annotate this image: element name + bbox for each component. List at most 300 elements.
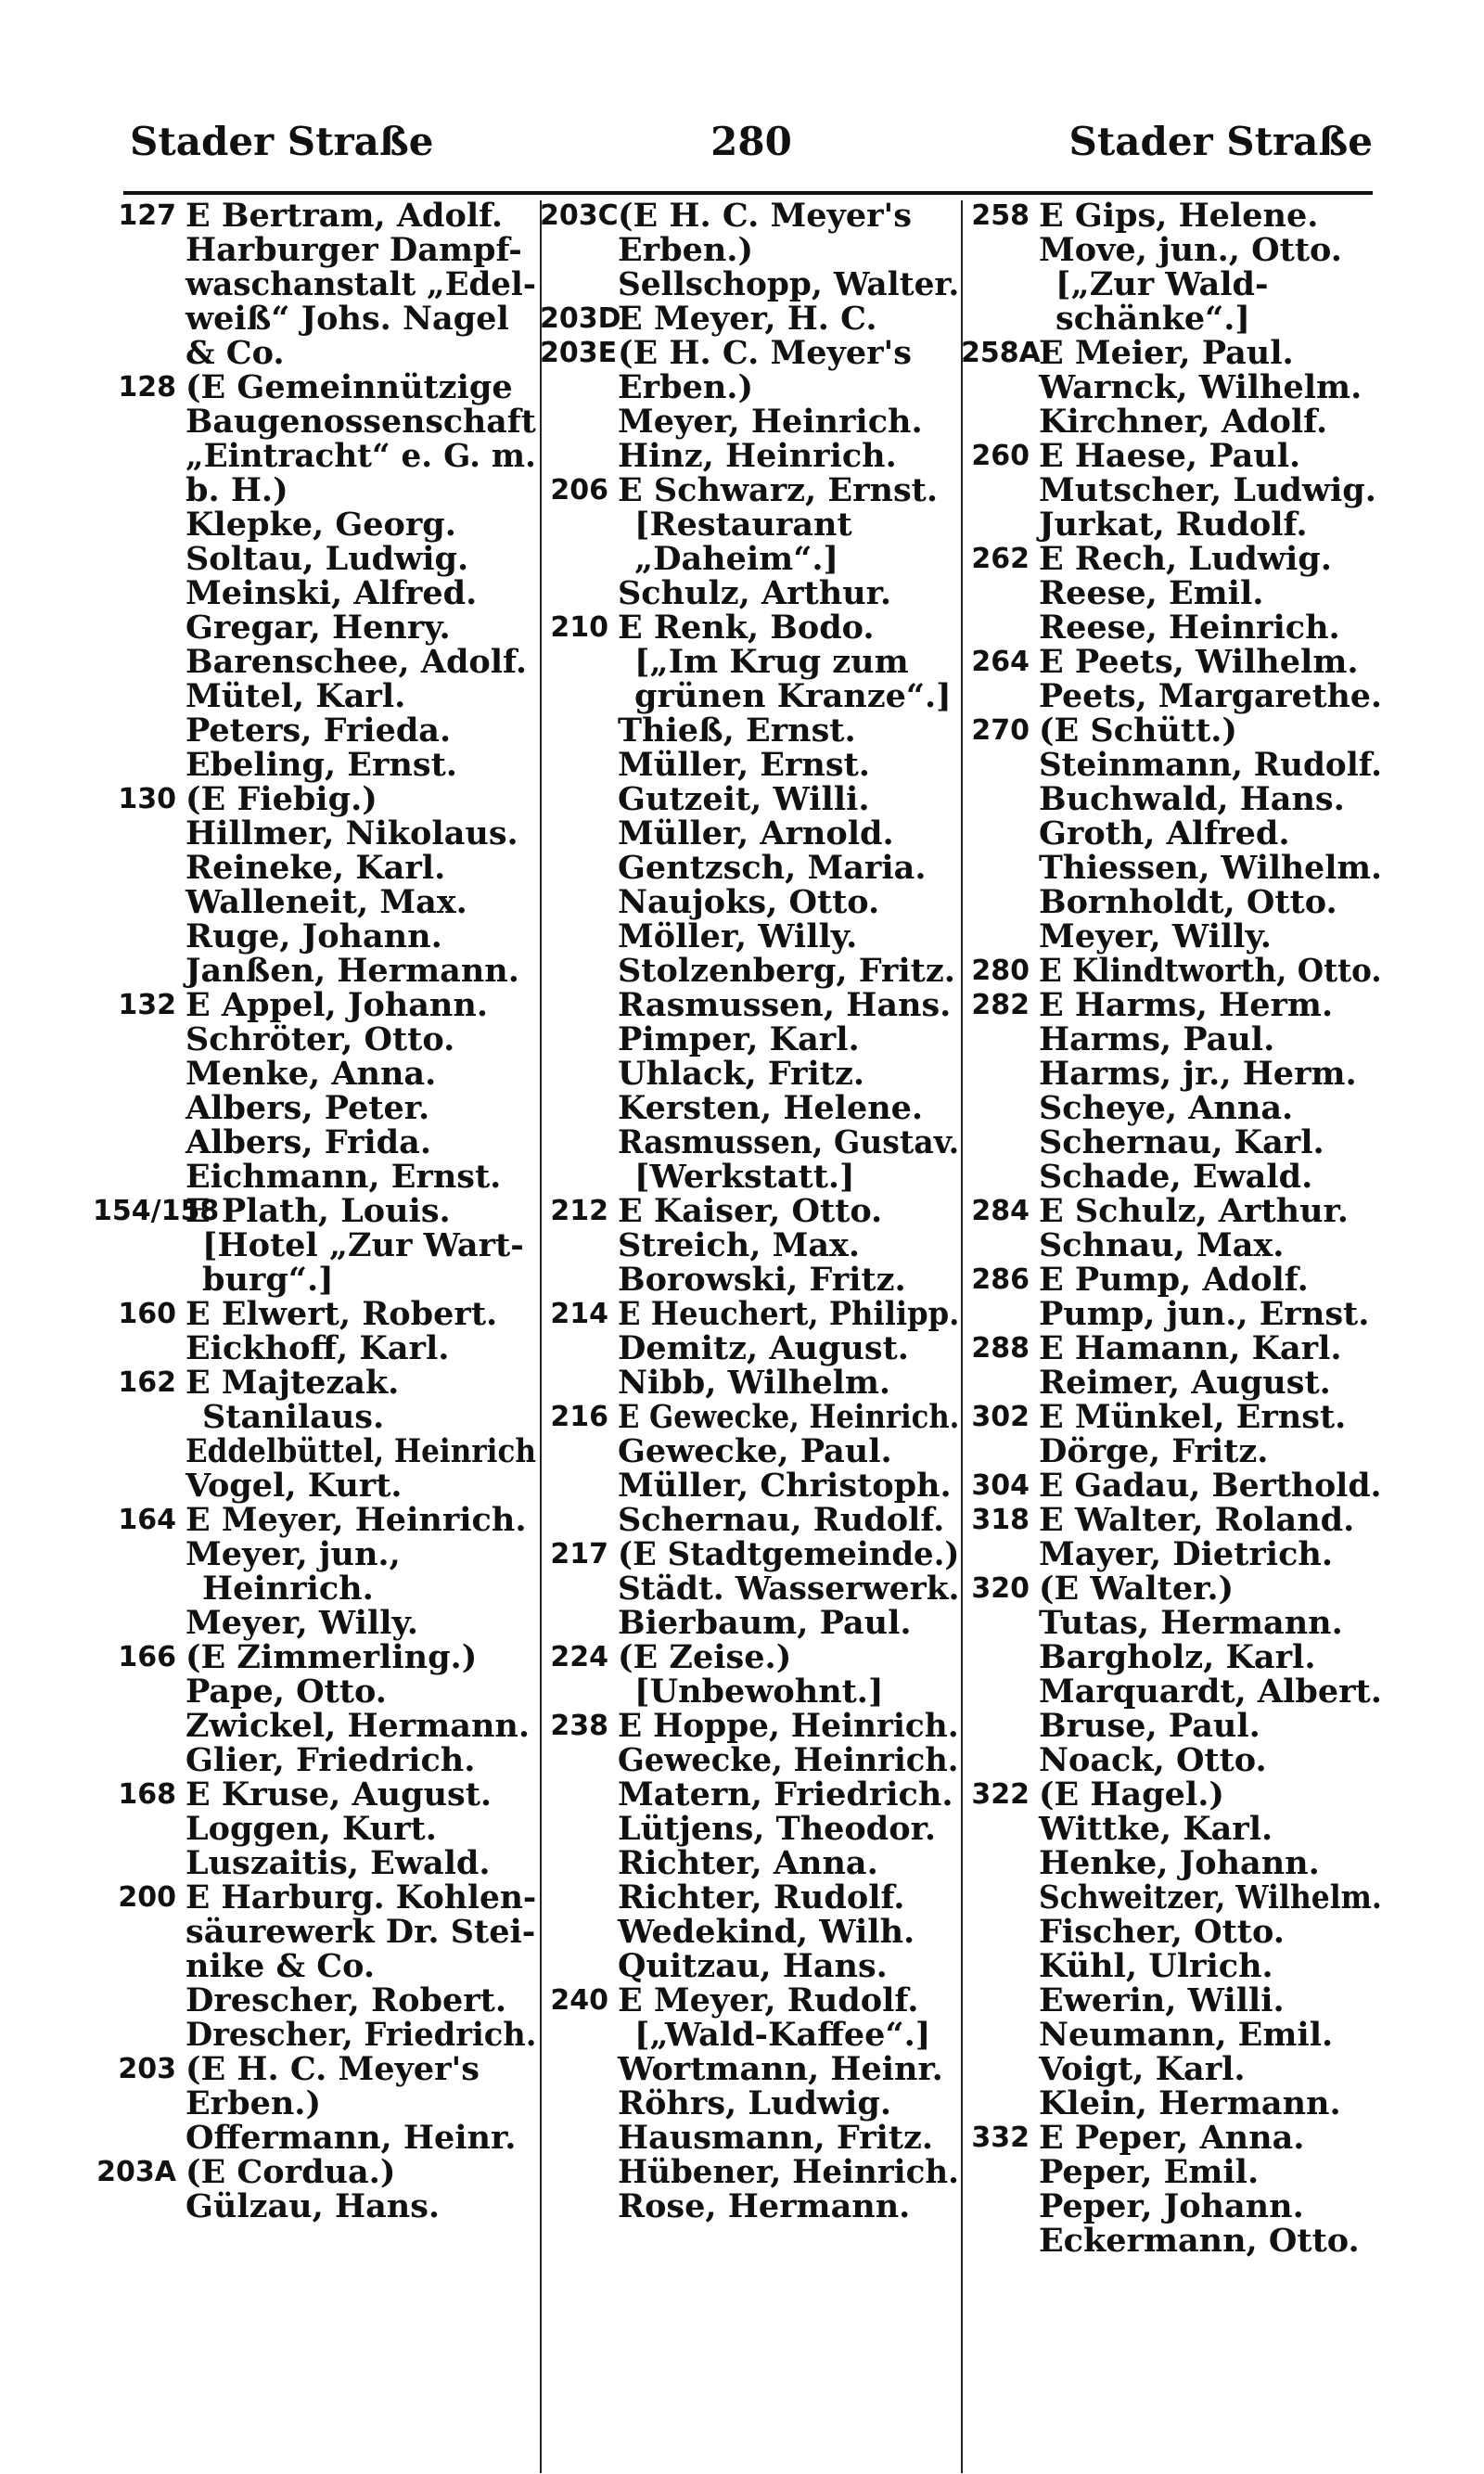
resident-text: [Hotel „Zur Wart- xyxy=(202,1226,524,1264)
resident-text: b. H.) xyxy=(186,471,288,509)
resident-text: Hinz, Heinrich. xyxy=(618,437,897,475)
resident-text: Luszaitis, Ewald. xyxy=(186,1844,491,1882)
directory-entry-line xyxy=(540,404,959,439)
directory-entry-line xyxy=(961,645,1382,679)
house-number: 206 xyxy=(550,474,608,506)
resident-text: Bornholdt, Otto. xyxy=(1039,883,1337,921)
directory-entry-line xyxy=(93,1468,536,1503)
resident-text: Jurkat, Rudolf. xyxy=(1039,506,1308,544)
resident-text: Erben.) xyxy=(618,368,754,406)
resident-text: E Harburg. Kohlen- xyxy=(186,1878,537,1916)
resident-text: E Schwarz, Ernst. xyxy=(618,471,939,509)
resident-text: Eckermann, Otto. xyxy=(1039,2222,1360,2260)
directory-entry-line xyxy=(961,2086,1382,2121)
directory-entry-line xyxy=(93,1571,536,1606)
resident-text: Voigt, Karl. xyxy=(1039,2050,1246,2088)
directory-entry-line xyxy=(93,1228,536,1263)
resident-text: Schweitzer, Wilhelm. xyxy=(1039,1878,1382,1916)
directory-entry-line xyxy=(93,988,536,1022)
resident-text: Zwickel, Hermann. xyxy=(186,1707,531,1745)
resident-text: Reese, Heinrich. xyxy=(1039,609,1340,647)
house-number: 286 xyxy=(971,1263,1030,1296)
resident-text: Pape, Otto. xyxy=(186,1673,387,1711)
resident-text: Nibb, Wilhelm. xyxy=(618,1364,891,1402)
resident-text: Matern, Friedrich. xyxy=(618,1775,953,1814)
resident-text: Peets, Margarethe. xyxy=(1039,677,1382,715)
resident-text: Harms, Paul. xyxy=(1039,1020,1275,1058)
directory-entry-line xyxy=(93,2086,536,2121)
directory-entry-line xyxy=(93,1846,536,1880)
resident-text: Rose, Hermann. xyxy=(618,2187,911,2225)
directory-entry-line xyxy=(961,1263,1382,1297)
directory-entry-line xyxy=(540,542,959,576)
directory-entry-line xyxy=(93,576,536,610)
directory-entry-line xyxy=(93,851,536,885)
resident-text: (E Gemeinnützige xyxy=(186,368,513,406)
resident-text: grünen Kranze“.] xyxy=(634,677,952,715)
directory-entry-line xyxy=(961,1091,1382,1125)
resident-text: Hübener, Heinrich. xyxy=(618,2153,959,2191)
resident-text: (E Schütt.) xyxy=(1039,711,1237,750)
resident-text: Vogel, Kurt. xyxy=(186,1467,403,1505)
resident-text: Müller, Ernst. xyxy=(618,746,870,784)
directory-entry-line xyxy=(540,1297,959,1331)
resident-text: E Walter, Roland. xyxy=(1039,1501,1355,1539)
resident-text: Meyer, Willy. xyxy=(186,1604,418,1642)
house-number: 320 xyxy=(971,1572,1030,1605)
resident-text: (E Walter.) xyxy=(1039,1570,1235,1608)
resident-text: [„Wald-Kaffee“.] xyxy=(634,2016,931,2054)
directory-entry-line xyxy=(93,1777,536,1812)
resident-text: [Restaurant xyxy=(634,506,852,544)
resident-text: Schröter, Otto. xyxy=(186,1020,455,1058)
house-number: 302 xyxy=(971,1401,1030,1433)
directory-entry-line xyxy=(540,233,959,267)
resident-text: Warnck, Wilhelm. xyxy=(1039,368,1362,406)
directory-entry-line xyxy=(961,954,1382,988)
directory-entry-line xyxy=(93,645,536,679)
resident-text: Soltau, Ludwig. xyxy=(186,540,469,578)
resident-text: (E Zimmerling.) xyxy=(186,1638,478,1676)
directory-entry-line xyxy=(540,816,959,851)
resident-text: (E Stadtgemeinde.) xyxy=(618,1535,960,1573)
resident-text: Thiessen, Wilhelm. xyxy=(1039,849,1383,887)
directory-entry-line xyxy=(540,370,959,404)
resident-text: Peters, Frieda. xyxy=(186,711,452,750)
directory-entry-line xyxy=(93,267,536,301)
directory-entry-line xyxy=(961,1709,1382,1743)
directory-entry-line xyxy=(961,851,1382,885)
resident-text: Reese, Emil. xyxy=(1039,574,1264,612)
resident-text: Ruge, Johann. xyxy=(186,917,442,955)
directory-entry-line xyxy=(961,1365,1382,1400)
resident-text: Mütel, Karl. xyxy=(186,677,406,715)
resident-text: E Haese, Paul. xyxy=(1039,437,1301,475)
directory-entry-line xyxy=(93,713,536,748)
directory-entry-line xyxy=(961,2224,1382,2258)
directory-entry-line xyxy=(540,1468,959,1503)
directory-column-3 xyxy=(961,199,1382,2258)
resident-text: Drescher, Robert. xyxy=(186,1981,507,2019)
directory-entry-line xyxy=(961,370,1382,404)
directory-entry-line xyxy=(93,782,536,816)
directory-entry-line xyxy=(93,1434,536,1468)
resident-text: Wortmann, Heinr. xyxy=(618,2050,943,2088)
directory-entry-line xyxy=(540,1743,959,1777)
directory-entry-line xyxy=(961,1194,1382,1228)
resident-text: schänke“.] xyxy=(1055,300,1250,338)
directory-entry-line xyxy=(961,1537,1382,1571)
running-head-right: Stader Straße xyxy=(1068,119,1373,164)
directory-entry-line xyxy=(540,1777,959,1812)
resident-text: Barenschee, Adolf. xyxy=(186,643,528,681)
resident-text: Gentzsch, Maria. xyxy=(618,849,927,887)
directory-entry-line xyxy=(93,748,536,782)
directory-entry-line xyxy=(961,748,1382,782)
directory-entry-line xyxy=(93,885,536,919)
resident-text: Thieß, Ernst. xyxy=(618,711,856,750)
resident-text: Eddelbüttel, Heinrich xyxy=(186,1432,536,1470)
house-number: 128 xyxy=(118,371,176,404)
resident-text: Naujoks, Otto. xyxy=(618,883,880,921)
directory-entry-line xyxy=(961,1571,1382,1606)
resident-text: E Harms, Herm. xyxy=(1039,986,1334,1024)
directory-entry-line xyxy=(93,1125,536,1160)
directory-entry-line xyxy=(961,404,1382,439)
directory-entry-line xyxy=(93,199,536,233)
directory-entry-line xyxy=(961,2018,1382,2052)
resident-text: Glier, Friedrich. xyxy=(186,1741,476,1779)
directory-entry-line xyxy=(93,336,536,370)
directory-entry-line xyxy=(93,1537,536,1571)
resident-text: Menke, Anna. xyxy=(186,1055,437,1093)
resident-text: „Eintracht“ e. G. m. xyxy=(186,437,536,475)
directory-entry-line xyxy=(540,1949,959,1983)
resident-text: Harms, jr., Herm. xyxy=(1039,1055,1357,1093)
resident-text: „Daheim“.] xyxy=(634,540,839,578)
resident-text: Schernau, Karl. xyxy=(1039,1123,1324,1161)
resident-text: Schnau, Max. xyxy=(1039,1226,1285,1264)
resident-text: Erben.) xyxy=(186,2084,322,2122)
directory-entry-line xyxy=(540,336,959,370)
resident-text: Streich, Max. xyxy=(618,1226,861,1264)
directory-entry-line xyxy=(961,542,1382,576)
resident-text: Gewecke, Heinrich. xyxy=(618,1741,959,1779)
resident-text: E Gips, Helene. xyxy=(1039,197,1319,235)
directory-entry-line xyxy=(961,1400,1382,1434)
directory-entry-line xyxy=(540,1674,959,1709)
directory-entry-line xyxy=(540,1228,959,1263)
resident-text: E Majtezak. xyxy=(186,1364,400,1402)
directory-entry-line xyxy=(93,1674,536,1709)
resident-text: Quitzau, Hans. xyxy=(618,1947,888,1985)
directory-entry-line xyxy=(93,919,536,954)
house-number: 304 xyxy=(971,1469,1030,1502)
directory-entry-line xyxy=(540,748,959,782)
house-number: 217 xyxy=(550,1538,608,1570)
directory-entry-line xyxy=(961,1434,1382,1468)
directory-entry-line xyxy=(540,199,959,233)
directory-entry-line xyxy=(961,1331,1382,1365)
resident-text: Meyer, Heinrich. xyxy=(618,403,923,441)
directory-entry-line xyxy=(540,713,959,748)
resident-text: Eichmann, Ernst. xyxy=(186,1158,502,1196)
resident-text: Albers, Peter. xyxy=(186,1089,430,1127)
resident-text: (E Zeise.) xyxy=(618,1638,792,1676)
directory-entry-line xyxy=(93,301,536,336)
resident-text: E Gewecke, Heinrich. xyxy=(618,1398,960,1436)
resident-text: Uhlack, Fritz. xyxy=(618,1055,865,1093)
resident-text: Röhrs, Ludwig. xyxy=(618,2084,892,2122)
resident-text: E Peets, Wilhelm. xyxy=(1039,643,1359,681)
directory-entry-line xyxy=(540,851,959,885)
resident-text: E Klindtworth, Otto. xyxy=(1039,952,1382,990)
directory-entry-line xyxy=(961,507,1382,542)
house-number: 284 xyxy=(971,1195,1030,1227)
resident-text: Möller, Willy. xyxy=(618,917,858,955)
resident-text: Gülzau, Hans. xyxy=(186,2187,441,2225)
directory-entry-line xyxy=(961,919,1382,954)
directory-entry-line xyxy=(93,1194,536,1228)
directory-entry-line xyxy=(540,1915,959,1949)
house-number: 322 xyxy=(971,1778,1030,1811)
resident-text: E Münkel, Ernst. xyxy=(1039,1398,1347,1436)
directory-entry-line xyxy=(961,885,1382,919)
directory-entry-line xyxy=(540,1606,959,1640)
resident-text: E Meyer, Rudolf. xyxy=(618,1981,919,2019)
house-number: 260 xyxy=(971,440,1030,472)
directory-entry-line xyxy=(540,610,959,645)
resident-text: Scheye, Anna. xyxy=(1039,1089,1294,1127)
directory-entry-line xyxy=(93,2155,536,2189)
house-number: 240 xyxy=(550,1984,608,2017)
resident-text: Mayer, Dietrich. xyxy=(1039,1535,1334,1573)
resident-text: Peper, Emil. xyxy=(1039,2153,1260,2191)
house-number: 258 xyxy=(971,199,1030,232)
directory-entry-line xyxy=(540,1400,959,1434)
resident-text: Marquardt, Albert. xyxy=(1039,1673,1382,1711)
directory-entry-line xyxy=(93,1949,536,1983)
resident-text: Meyer, jun., xyxy=(186,1535,401,1573)
resident-text: Move, jun., Otto. xyxy=(1039,231,1342,269)
resident-text: Kersten, Helene. xyxy=(618,1089,924,1127)
directory-entry-line xyxy=(540,1880,959,1915)
resident-text: E Renk, Bodo. xyxy=(618,609,875,647)
resident-text: Meinski, Alfred. xyxy=(186,574,478,612)
directory-entry-line xyxy=(961,1983,1382,2018)
resident-text: [Unbewohnt.] xyxy=(634,1673,884,1711)
directory-entry-line xyxy=(540,1194,959,1228)
house-number: 130 xyxy=(118,783,176,815)
resident-text: Meyer, Willy. xyxy=(1039,917,1272,955)
directory-entry-line xyxy=(961,1125,1382,1160)
directory-entry-line xyxy=(540,679,959,713)
directory-entry-line xyxy=(961,1297,1382,1331)
directory-entry-line xyxy=(961,2121,1382,2155)
resident-text: Steinmann, Rudolf. xyxy=(1039,746,1383,784)
resident-text: (E H. C. Meyer's xyxy=(618,197,912,235)
directory-entry-line xyxy=(961,816,1382,851)
directory-entry-line xyxy=(961,610,1382,645)
directory-entry-line xyxy=(961,233,1382,267)
resident-text: Pump, jun., Ernst. xyxy=(1039,1295,1370,1333)
house-number: 200 xyxy=(118,1881,176,1914)
resident-text: nike & Co. xyxy=(186,1947,376,1985)
resident-text: Kirchner, Adolf. xyxy=(1039,403,1328,441)
resident-text: Dörge, Fritz. xyxy=(1039,1432,1269,1470)
resident-text: Rasmussen, Gustav. xyxy=(618,1123,960,1161)
directory-entry-line xyxy=(961,713,1382,748)
directory-entry-line xyxy=(93,1022,536,1057)
directory-entry-line xyxy=(961,1915,1382,1949)
resident-text: säurewerk Dr. Stei- xyxy=(186,1913,536,1951)
resident-text: burg“.] xyxy=(202,1261,334,1299)
house-number: 282 xyxy=(971,989,1030,1021)
directory-entry-line xyxy=(93,2121,536,2155)
resident-text: Groth, Alfred. xyxy=(1039,814,1290,852)
directory-entry-line xyxy=(93,1503,536,1537)
resident-text: (E Cordua.) xyxy=(186,2153,396,2191)
directory-entry-line xyxy=(540,439,959,473)
resident-text: Walleneit, Max. xyxy=(186,883,467,921)
house-number: 162 xyxy=(118,1366,176,1399)
house-number: 224 xyxy=(550,1641,608,1673)
directory-entry-line xyxy=(961,439,1382,473)
directory-entry-line xyxy=(93,1606,536,1640)
resident-text: Loggen, Kurt. xyxy=(186,1810,437,1848)
directory-entry-line xyxy=(93,1160,536,1194)
house-number: 214 xyxy=(550,1298,608,1330)
house-number: 203A xyxy=(96,2156,176,2188)
resident-text: E Meyer, Heinrich. xyxy=(186,1501,527,1539)
resident-text: (E Hagel.) xyxy=(1039,1775,1224,1814)
resident-text: Schernau, Rudolf. xyxy=(618,1501,945,1539)
resident-text: Eickhoff, Karl. xyxy=(186,1329,450,1367)
directory-entry-line xyxy=(93,1709,536,1743)
directory-entry-line xyxy=(540,1022,959,1057)
directory-entry-line xyxy=(540,1365,959,1400)
resident-text: Stanilaus. xyxy=(202,1398,385,1436)
resident-text: & Co. xyxy=(186,334,285,372)
directory-entry-line xyxy=(540,1571,959,1606)
house-number: 168 xyxy=(118,1778,176,1811)
resident-text: Stolzenberg, Fritz. xyxy=(618,952,955,990)
directory-entry-line xyxy=(961,1640,1382,1674)
directory-entry-line xyxy=(961,576,1382,610)
directory-entry-line xyxy=(540,1263,959,1297)
directory-entry-line xyxy=(540,1537,959,1571)
directory-entry-line xyxy=(93,2189,536,2224)
directory-entry-line xyxy=(961,1777,1382,1812)
resident-text: Henke, Johann. xyxy=(1039,1844,1320,1882)
house-number: 210 xyxy=(550,611,608,644)
resident-text: Harburger Dampf- xyxy=(186,231,522,269)
page-header xyxy=(130,119,1373,184)
resident-text: Städt. Wasserwerk. xyxy=(618,1570,960,1608)
directory-entry-line xyxy=(540,645,959,679)
resident-text: E Plath, Louis. xyxy=(186,1192,451,1230)
resident-text: Hausmann, Fritz. xyxy=(618,2119,934,2157)
directory-entry-line xyxy=(961,1743,1382,1777)
directory-entry-line xyxy=(93,1331,536,1365)
house-number: 258A xyxy=(961,337,1041,369)
house-number: 238 xyxy=(550,1710,608,1742)
resident-text: E Rech, Ludwig. xyxy=(1039,540,1332,578)
header-rule xyxy=(123,191,1373,195)
directory-entry-line xyxy=(540,1091,959,1125)
resident-text: E Hoppe, Heinrich. xyxy=(618,1707,959,1745)
directory-entry-line xyxy=(540,2155,959,2189)
resident-text: Klein, Hermann. xyxy=(1039,2084,1341,2122)
directory-entry-line xyxy=(540,2121,959,2155)
directory-entry-line xyxy=(93,233,536,267)
directory-entry-line xyxy=(961,1468,1382,1503)
house-number: 154/158 xyxy=(93,1195,220,1227)
directory-entry-line xyxy=(93,542,536,576)
directory-entry-line xyxy=(540,2052,959,2086)
directory-entry-line xyxy=(93,2018,536,2052)
resident-text: Lütjens, Theodor. xyxy=(618,1810,937,1848)
resident-text: Richter, Anna. xyxy=(618,1844,878,1882)
resident-text: Sellschopp, Walter. xyxy=(618,265,960,303)
directory-entry-line xyxy=(540,2086,959,2121)
directory-entry-line xyxy=(961,1606,1382,1640)
resident-text: Albers, Frida. xyxy=(186,1123,432,1161)
directory-entry-line xyxy=(961,988,1382,1022)
directory-entry-line xyxy=(540,1331,959,1365)
directory-entry-line xyxy=(540,1125,959,1160)
resident-text: Noack, Otto. xyxy=(1039,1741,1267,1779)
directory-entry-line xyxy=(961,1674,1382,1709)
directory-entry-line xyxy=(93,1091,536,1125)
resident-text: [Werkstatt.] xyxy=(634,1158,855,1196)
resident-text: Schulz, Arthur. xyxy=(618,574,892,612)
directory-entry-line xyxy=(93,1640,536,1674)
resident-text: weiß“ Johs. Nagel xyxy=(186,300,509,338)
directory-entry-line xyxy=(93,610,536,645)
resident-text: Neumann, Emil. xyxy=(1039,2016,1334,2054)
directory-entry-line xyxy=(540,576,959,610)
resident-text: Richter, Rudolf. xyxy=(618,1878,905,1916)
directory-entry-line xyxy=(961,1812,1382,1846)
directory-entry-line xyxy=(93,1263,536,1297)
resident-text: Müller, Arnold. xyxy=(618,814,894,852)
resident-text: Buchwald, Hans. xyxy=(1039,780,1345,818)
directory-entry-line xyxy=(961,782,1382,816)
directory-entry-line xyxy=(93,370,536,404)
resident-text: E Gadau, Berthold. xyxy=(1039,1467,1382,1505)
directory-entry-line xyxy=(961,1880,1382,1915)
house-number: 160 xyxy=(118,1298,176,1330)
resident-text: Rasmussen, Hans. xyxy=(618,986,952,1024)
directory-entry-line xyxy=(540,1709,959,1743)
resident-text: Baugenossenschaft xyxy=(186,403,536,441)
directory-entry-line xyxy=(93,1057,536,1091)
directory-entry-line xyxy=(93,404,536,439)
directory-entry-line xyxy=(540,988,959,1022)
directory-entry-line xyxy=(540,2018,959,2052)
directory-entry-line xyxy=(93,473,536,507)
directory-entry-line xyxy=(961,473,1382,507)
house-number: 280 xyxy=(971,955,1030,987)
house-number: 264 xyxy=(971,646,1030,678)
resident-text: Fischer, Otto. xyxy=(1039,1913,1285,1951)
resident-text: Schade, Ewald. xyxy=(1039,1158,1313,1196)
resident-text: Wedekind, Wilh. xyxy=(618,1913,915,1951)
resident-text: Ewerin, Willi. xyxy=(1039,1981,1285,2019)
directory-entry-line xyxy=(540,267,959,301)
resident-text: E Kaiser, Otto. xyxy=(618,1192,883,1230)
